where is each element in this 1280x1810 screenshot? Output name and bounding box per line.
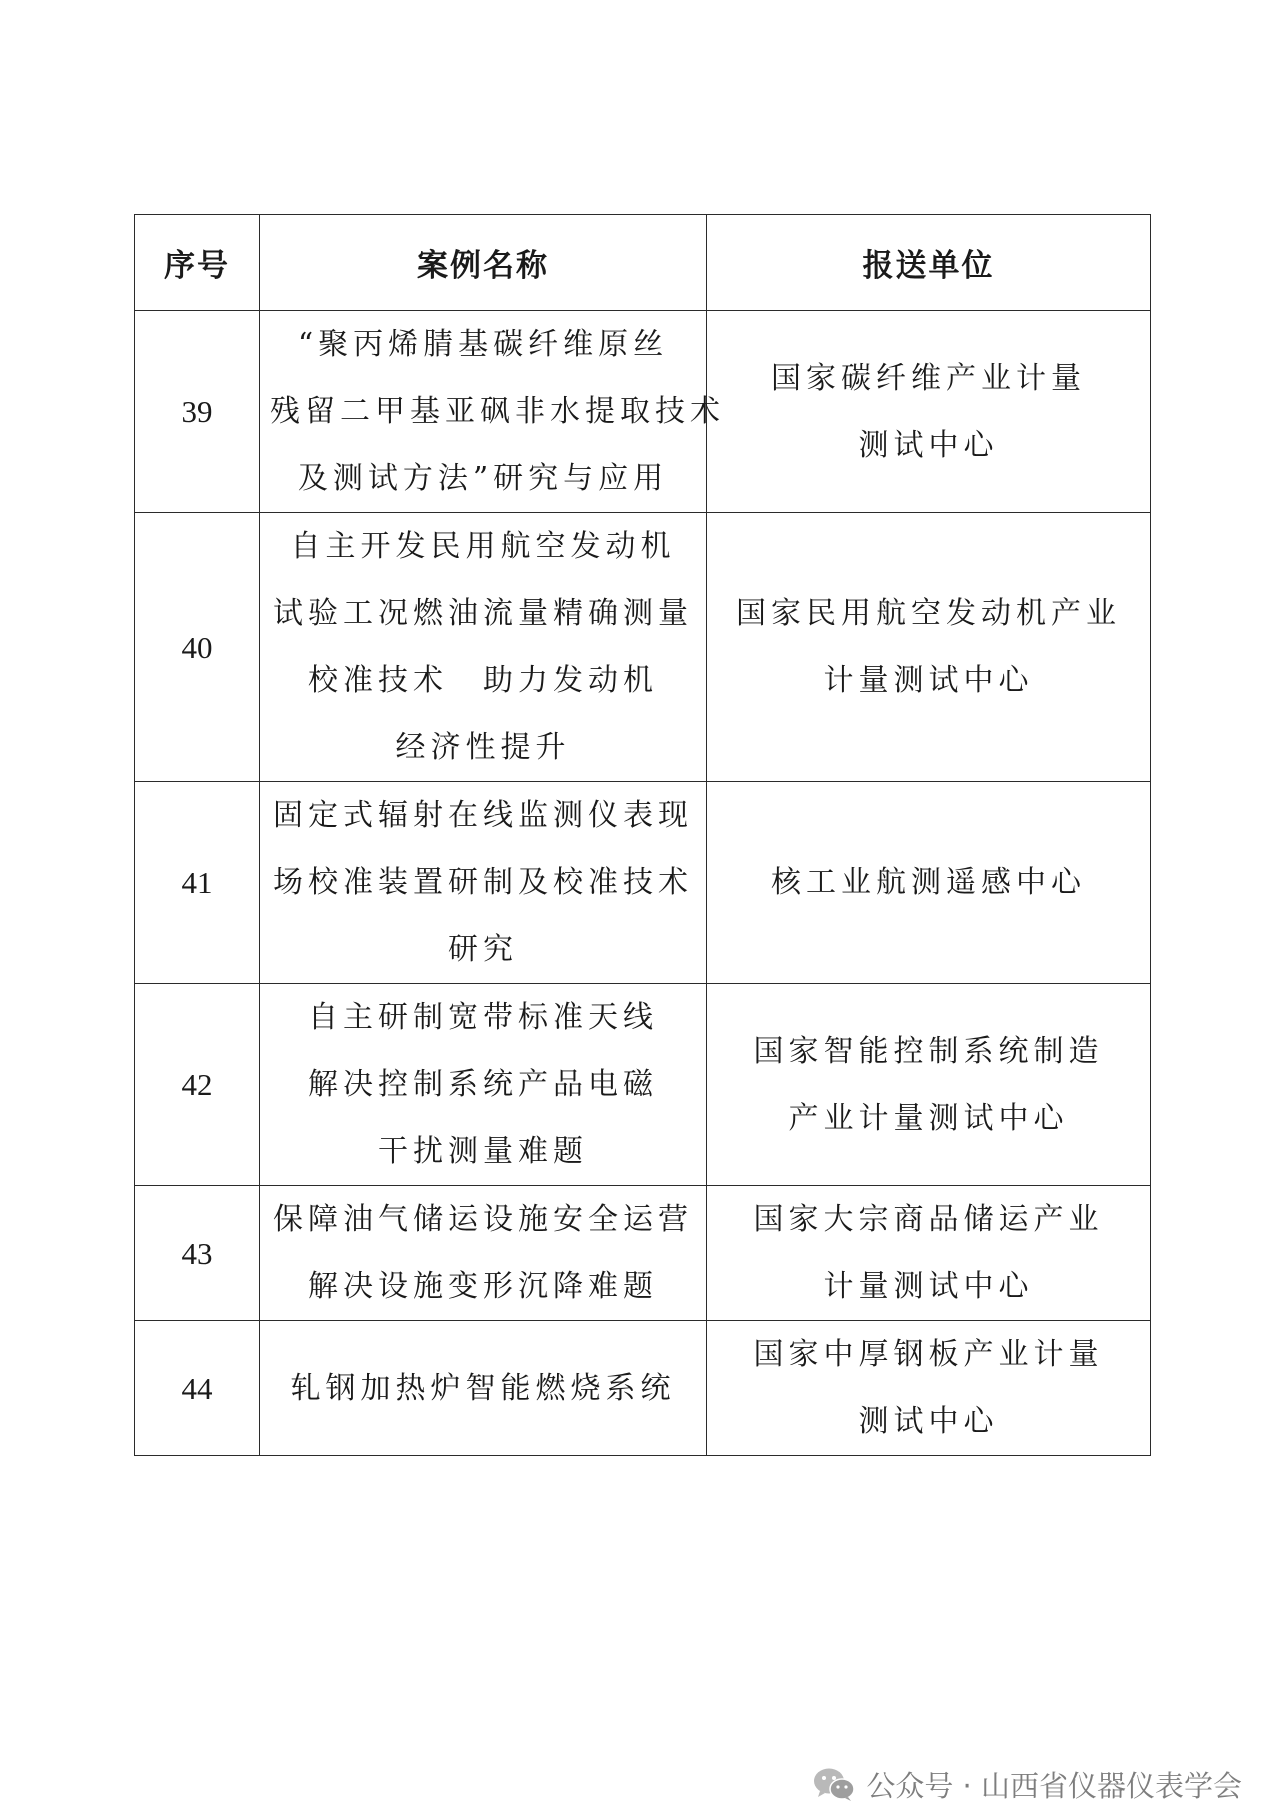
watermark-footer: [812, 1764, 1242, 1804]
unit-line: 国家大宗商品储运产业: [753, 1202, 1104, 1237]
case-name-line: 残留二甲基亚砜非水提取技术: [270, 394, 725, 429]
unit-cell: [707, 311, 1151, 513]
case-name-line: 试验工况燃油流量精确测量: [273, 596, 693, 631]
case-name-cell: [260, 1321, 707, 1456]
unit-line: 核工业航测遥感中心: [771, 865, 1086, 900]
unit-line: 测试中心: [858, 1404, 999, 1439]
table-row: [135, 984, 1151, 1186]
unit-cell: [707, 984, 1151, 1186]
table-row: [135, 513, 1151, 782]
case-name-line: 及测试方法”研究与应用: [297, 461, 669, 496]
table-row: [135, 1321, 1151, 1456]
case-name-line: 固定式辐射在线监测仪表现: [273, 798, 693, 833]
row-num: 41: [135, 782, 260, 984]
case-name-line: 研究: [448, 932, 518, 967]
case-name-line: 自主开发民用航空发动机: [290, 529, 676, 564]
row-num: 40: [135, 513, 260, 782]
table-header-row: [135, 215, 1151, 311]
case-name-cell: [260, 513, 707, 782]
row-num: 39: [135, 311, 260, 513]
unit-line: 国家智能控制系统制造: [753, 1033, 1104, 1069]
header-name: 案例名称: [260, 215, 707, 311]
row-num: 43: [135, 1186, 260, 1321]
watermark-text: 公众号 · 山西省仪器仪表学会: [866, 1768, 1242, 1803]
unit-line: 国家民用航空发动机产业: [736, 596, 1121, 631]
case-name-line: 校准技术 助力发动机: [308, 663, 658, 698]
case-name-line: 解决设施变形沉降难题: [308, 1269, 658, 1304]
unit-cell: [707, 782, 1151, 984]
header-unit: 报送单位: [707, 215, 1151, 311]
case-table: [134, 214, 1151, 1456]
unit-line: 计量测试中心: [823, 663, 1034, 698]
unit-line: 国家中厚钢板产业计量: [753, 1337, 1104, 1372]
case-name-line: 保障油气储运设施安全运营: [273, 1202, 693, 1237]
case-name-line: “聚丙烯腈基碳纤维原丝: [297, 327, 669, 362]
case-name-cell: [260, 984, 707, 1186]
unit-line: 计量测试中心: [823, 1269, 1034, 1304]
unit-cell: [707, 1186, 1151, 1321]
row-num: 42: [135, 984, 260, 1186]
unit-line: 产业计量测试中心: [788, 1100, 1069, 1136]
case-name-line: 干扰测量难题: [378, 1134, 588, 1169]
unit-line: 国家碳纤维产业计量: [771, 360, 1086, 396]
case-name-line: 解决控制系统产品电磁: [308, 1067, 658, 1102]
unit-line: 测试中心: [858, 427, 999, 463]
header-num: 序号: [135, 215, 260, 311]
case-name-cell: [260, 311, 725, 513]
table-row: [135, 1186, 1151, 1321]
unit-cell: [707, 513, 1151, 782]
case-name-line: 自主研制宽带标准天线: [308, 1000, 658, 1035]
case-name-line: 轧钢加热炉智能燃烧系统: [290, 1370, 676, 1406]
case-name-line: 经济性提升: [395, 730, 571, 765]
unit-cell: [707, 1321, 1151, 1456]
case-name-line: 场校准装置研制及校准技术: [273, 865, 693, 900]
table-row: [135, 311, 1151, 513]
table-row: [135, 782, 1151, 984]
wechat-icon: [812, 1766, 856, 1802]
row-num: 44: [135, 1321, 260, 1456]
case-name-cell: [260, 1186, 707, 1321]
case-name-cell: [260, 782, 707, 984]
